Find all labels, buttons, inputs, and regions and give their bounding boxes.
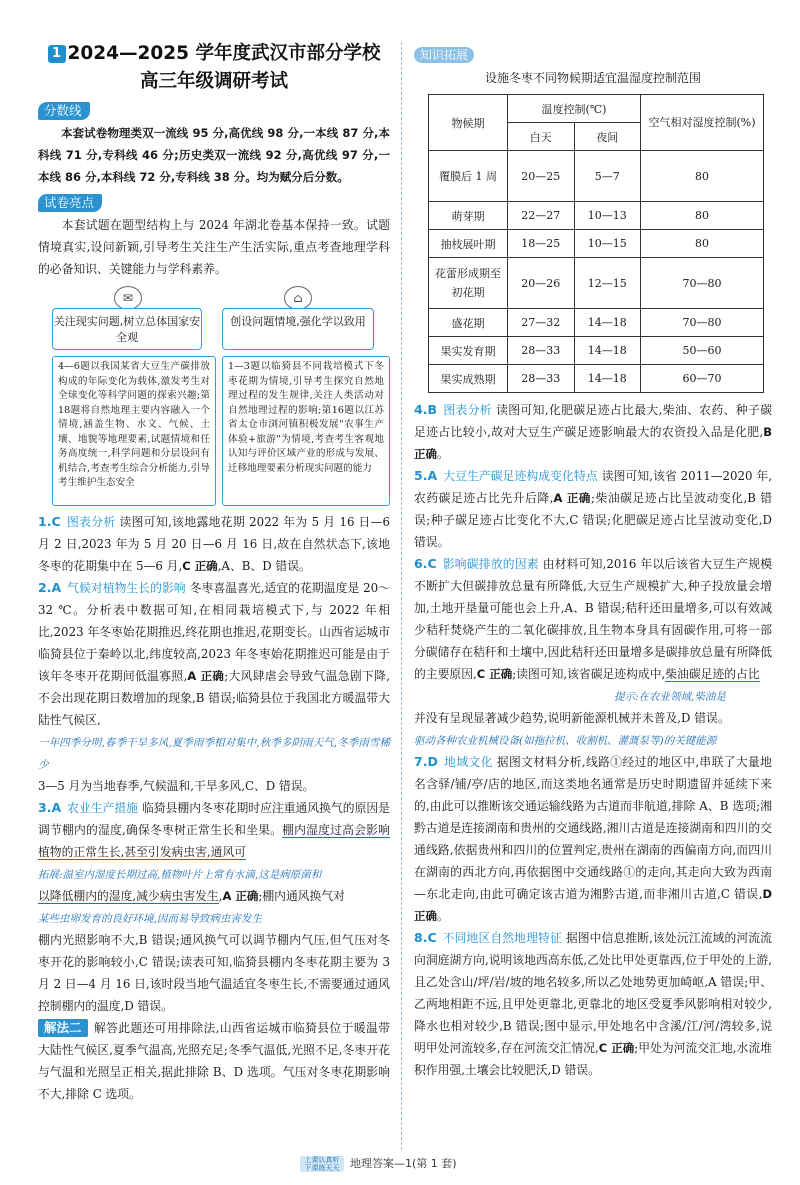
table-row [429,202,764,230]
q6-number: 6.C [414,556,437,571]
table-row [429,230,764,258]
q7-tag: 地域文化 [443,755,493,769]
answer-q6 [414,553,772,751]
q1-tag: 图表分析 [66,515,116,529]
q5-text-end: ;柴油碳足迹占比呈波动变化,B 错误;种子碳足迹占比变化不大,C 错误;化肥碳足迹占比呈波动变化,D 错误。 [414,491,772,549]
cell-phase: 果实成熟期 [429,365,508,393]
cell-day: 28—33 [508,365,575,393]
cell-night: 14—18 [574,309,641,337]
q5-text: 读图可知,该省 2011—2020 年,农药碳足迹占比先升后降, [414,469,772,505]
q2-text-end: 3—5 月为当地春季,气候温和,干旱多风,C、D 错误。 [38,779,315,793]
answer-q8 [414,927,772,1081]
header-phase: 物候期 [429,95,508,151]
header-night: 夜间 [574,123,641,151]
cell-phase: 萌芽期 [429,202,508,230]
q5-tag: 大豆生产碳足迹构成变化特点 [443,469,598,483]
q3-note-2: 某些虫卵发育的良好环境,因而易导致病虫害发生 [38,913,262,925]
answer-q3 [38,797,390,1017]
q6-note-2: 驱动各种农业机械设备(如拖拉机、收割机、灌溉泵等)的关键能源 [414,735,717,747]
card2-body: 1—3题以临猗县不同栽培模式下冬枣花期为情境,引导考生探究自然地理过程的发生规律,关注人类活动对自然地理过程的影响;第16题以江苏省太仓市浏河镇积极发展"农事生产体验+旅游"为情境,考查考生客观地认知与评价区域产业的形成与发展、迁移地理要素分析现实问题的能力 [222,356,390,506]
q6-tag: 影响碳排放的因素 [442,557,539,571]
score-section-tag: 分数线 [38,102,90,120]
q7-text: 据图文材料分析,线路①经过的地区中,串联了大量地名含驿/铺/亭/店的地区,而这类地名通常是历史时期遗留并延续下来的,由此可以推断该交通运输线路为古道而非航道,排除 A、B 选项;湘黔古道是连接湖南和贵州的交通线路,湘川古道是连接湖南和四川的交通线路,依据贵州和四川的位置判定,贵州在湖南的西偏南方向,而四川在湖南的西北方向,再依据图中交通线路①的走向,其走向大致为西南—东北走向,由此可确定该古道为湘黔古道,而非湘川古道,C 错误, [414,755,772,901]
cell-night: 14—18 [574,365,641,393]
title-line-1: 2024—2025 学年度武汉市部分学校 [67,43,381,64]
cell-phase: 盛花期 [429,309,508,337]
q3-underline-1: 棚内湿度过高会影响植物的正常生长,甚至引发病虫害,通风可 [38,823,390,859]
cell-humid: 80 [641,151,764,202]
answer-q5 [414,465,772,553]
page-title [38,40,390,68]
envelope-icon: ✉ [114,286,142,310]
header-temp: 温度控制(℃) [508,95,641,123]
right-column [414,40,772,1081]
cell-night: 10—15 [574,230,641,258]
q1-number: 1.C [38,514,61,529]
cell-night: 14—18 [574,337,641,365]
q2-tag: 气候对植物生长的影响 [67,581,186,595]
q8-correct: C 正确 [598,1041,635,1055]
q8-text: 据图中信息推断,该处沅江流域的河流流向洞庭湖方向,说明该地西高东低,乙处比甲处更靠西,位于甲处的上游,且乙处含山/坪/岩/坡的地名较多,所以乙处地势更加崎岖,A 错误;甲、乙两地相距不远,且甲处更靠北,更靠北的地区受夏季风影响相对较少,降水也相对较少,B 错误;图中显示,甲处地名中含溪/江/河/湾较多,说明甲处河流较多,存在河流交汇情况, [414,931,772,1055]
answer-q4 [414,399,772,465]
phenology-table [428,94,764,393]
cell-humid: 60—70 [641,365,764,393]
cell-day: 22—27 [508,202,575,230]
table-row [429,258,764,309]
q3-number: 3.A [38,800,62,815]
cell-night: 12—15 [574,258,641,309]
highlights-text: 本套试题在题型结构上与 2024 年湖北卷基本保持一致。试题情境真实,设问新颖,引导考生关注生产生活实际,重点考查地理学科的必备知识、关键能力与学科素养。 [38,218,390,276]
page-label: 地理答案—1(第 1 套) [350,1157,457,1170]
header-humid: 空气相对湿度控制(%) [641,95,764,151]
q5-correct: A 正确 [553,491,591,505]
cell-humid: 50—60 [641,337,764,365]
card2-title: 创设问题情境,强化学以致用 [222,308,374,350]
q1-text-end: ,A、B、D 错误。 [217,559,311,573]
q7-text-end: 。 [437,909,449,923]
exam-number-badge: 1 [48,45,66,63]
header-day: 白天 [508,123,575,151]
title-line-2: 高三年级调研考试 [139,71,288,92]
page-footer [300,1155,520,1172]
q8-number: 8.C [414,930,437,945]
table-row [429,337,764,365]
left-column [38,40,390,1105]
q4-text-end: 。 [437,447,449,461]
q3-text: 临猗县棚内冬枣花期时应注重通风换气的原因是调节棚内的湿度,确保冬枣树正常生长和坐果。 [38,801,390,837]
q5-number: 5.A [414,468,438,483]
jiefa-section [38,1017,390,1105]
table-body [429,151,764,393]
q3-text-end: 棚内光照影响不大,B 错误;通风换气可以调节棚内气压,但气压对冬枣开花的影响较小,C 错误;读表可知,临猗县棚内冬枣花期主要为 3 月 2 日—4 月 16 日,该时段当地气温适宜冬枣生长,不需要通过通风控制棚内的温度,D 错误。 [38,933,390,1013]
highlight-cards [38,286,390,511]
q3-correct: A 正确 [222,889,259,903]
q4-text: 读图可知,化肥碳足迹占比最大,柴油、农药、种子碳足迹占比较小,故对大豆生产碳足迹影响最大的农资投入品是化肥, [414,403,772,439]
answer-q7 [414,751,772,927]
knowledge-tag: 知识拓展 [414,47,474,63]
cell-day: 18—25 [508,230,575,258]
q1-text: 读图可知,该地露地花期 2022 年为 5 月 16 日—6 月 2 日,2023 年为 5 月 20 日—6 月 16 日,故在自然状态下,该地冬枣的花期集中在 5—6 月, [38,515,390,573]
q3-comma: , [218,889,223,903]
q2-note: 一年四季分明,春季干旱多风,夏季雨季相对集中,秋季多阴雨天气,冬季雨雪稀少 [38,737,390,771]
publisher-logo: 上课认真听 下课练天天 [300,1156,344,1172]
q6-text-mid: ;读图可知,该省碳足迹构成中, [512,667,666,681]
q6-text-end: 并没有呈现显著减少趋势,说明新能源机械并未普及,D 错误。 [414,711,730,725]
q2-text: 冬枣喜温喜光,适宜的花期温度是 20～32 ℃。分析表中数据可知,在相同栽培模式下,与 2022 年相比,2023 年冬枣始花期推迟,终花期也推迟,花期变长。山西省运城市临猗县位于秦岭以北,纬度较高,2023 年冬枣始花期推迟可能是由于该年冬枣开花期间低温寡照, [38,581,390,683]
cell-humid: 70—80 [641,309,764,337]
highlights-tag: 试卷亮点 [38,194,102,212]
cell-day: 20—26 [508,258,575,309]
table-header-row [429,95,764,123]
q3-note-1: 拓展:温室内湿度长期过高,植物叶片上常有水滴,这是病原菌和 [38,869,322,881]
table-title: 设施冬枣不同物候期适宜温湿度控制范围 [484,71,701,85]
cell-humid: 80 [641,230,764,258]
q4-tag: 图表分析 [442,403,493,417]
q4-number: 4.B [414,402,437,417]
q4-correct: B 正确 [414,425,772,461]
cell-night: 10—13 [574,202,641,230]
q3-tag: 农业生产措施 [67,801,138,815]
q6-correct: C 正确 [476,667,513,681]
column-divider [401,42,402,1150]
cell-phase: 覆膜后 1 周 [429,151,508,202]
q2-number: 2.A [38,580,62,595]
table-row [429,151,764,202]
q8-text-end: ;甲处为河流交汇地,水流堆积作用强,土壤会比较肥沃,D 错误。 [414,1041,772,1077]
cell-day: 28—33 [508,337,575,365]
answer-q2 [38,577,390,797]
q2-correct: A 正确 [187,669,225,683]
q7-correct: D 正确 [414,887,772,923]
table-row [429,309,764,337]
q3-text-mid: ;棚内通风换气对 [258,889,345,903]
q2-text-mid: ;大风肆虐会导致气温急剧下降,不会出现花期日数增加的现象,B 错误;临猗县位于我国北方暖温带大陆性气候区, [38,669,390,727]
cell-day: 20—25 [508,151,575,202]
q6-note-1: 提示:在农业领域,柴油是 [614,691,726,703]
table-row [429,365,764,393]
q6-underline: 柴油碳足迹的占比 [665,667,760,681]
cell-night: 5—7 [574,151,641,202]
q3-underline-2: 以降低棚内的湿度,减少病虫害发生 [38,889,219,903]
cell-day: 27—32 [508,309,575,337]
jiefa-text: 解答此题还可用排除法,山西省运城市临猗县位于暖温带大陆性气候区,夏季气温高,光照充足;冬季气温低,光照不足,冬枣开花与气温和光照呈正相关,据此排除 B、D 选项。气压对冬枣花期影响不大,排除 C 选项。 [38,1021,390,1101]
cell-phase: 抽枝展叶期 [429,230,508,258]
cell-humid: 80 [641,202,764,230]
card1-title: 关注现实问题,树立总体国家安全观 [52,308,202,350]
cell-humid: 70—80 [641,258,764,309]
cell-phase: 花蕾形成期至初花期 [429,258,508,309]
q1-correct: C 正确 [182,559,218,573]
house-icon: ⌂ [284,286,312,310]
q6-text: 由材料可知,2016 年以后该省大豆生产规模不断扩大但碳排放总量有所降低,大豆生产规模扩大,种子投放量会增加,土地开垦量可能也会上升,A、B 错误;秸秆还田量增多,可以有效减少秸秆焚烧产生的二氧化碳排放,且生物本身具有固碳作用,可将一部分碳储存在秸秆和土壤中,因此秸秆还田量增多是碳排放总量有所降低的主要原因, [414,557,772,681]
score-section-text: 本套试卷物理类双一流线 95 分,高优线 98 分,一本线 87 分,本科线 71 分,专科线 46 分;历史类双一流线 92 分,高优线 97 分,一本线 86 分,本科线 72 分,专科线 38 分。均为赋分后分数。 [38,126,390,184]
q8-tag: 不同地区自然地理特征 [442,931,562,945]
cell-phase: 果实发育期 [429,337,508,365]
answer-q1 [38,511,390,577]
jiefa-tag: 解法二 [38,1019,88,1037]
card1-body: 4—6题以我国某省大豆生产碳排放构成的年际变化为载体,激发考生对全球变化等科学问题的探索兴趣;第18题将自然地理主要内容融入一个情境,涵盖生物、水文、气候、土壤、地貌等地理要素,试题情境和任务高度统一,科学问题和分层设问有机结合,考查考生综合分析能力,引导考生维护生态安全 [52,356,216,506]
q7-number: 7.D [414,754,438,769]
